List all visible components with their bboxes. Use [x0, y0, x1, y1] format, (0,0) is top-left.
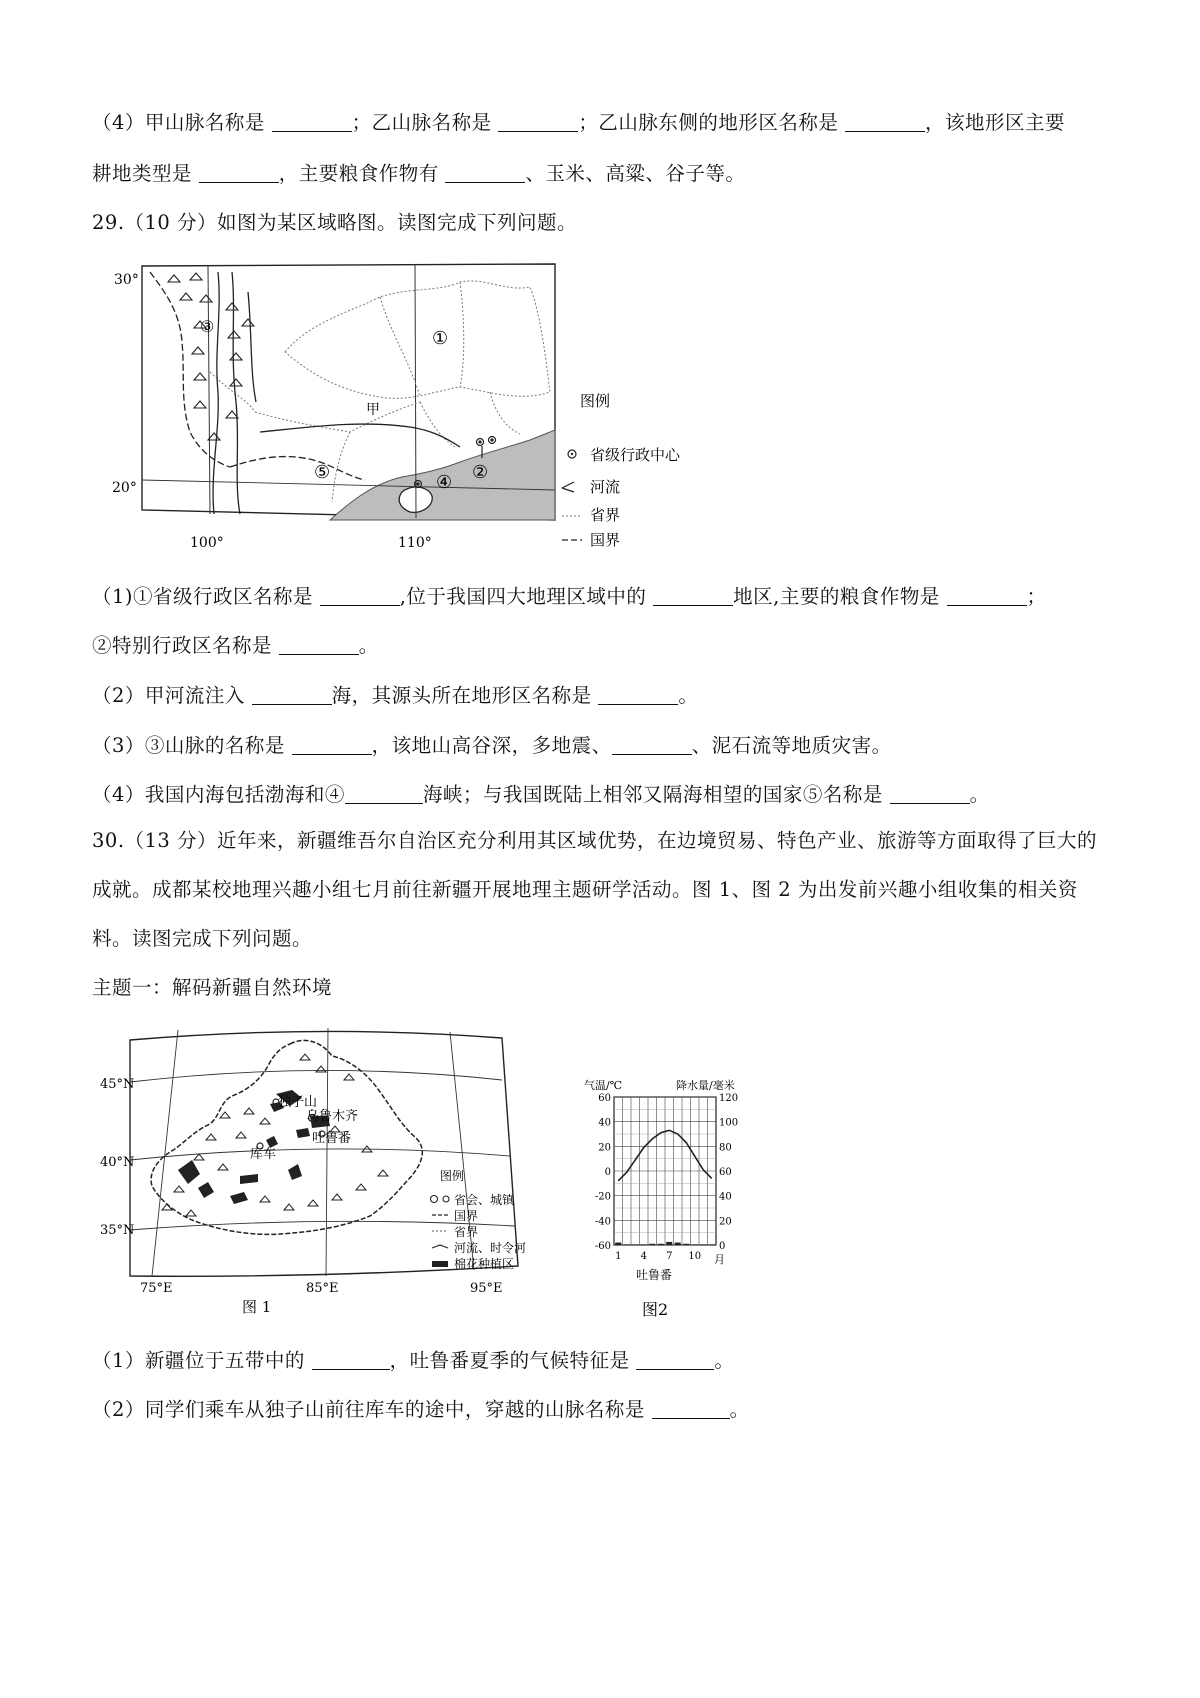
marker-2: ② [472, 462, 489, 483]
precip-bar [700, 1244, 706, 1245]
text: 地区,主要的粮食作物是 [733, 585, 947, 608]
fig2-caption: 图2 [642, 1300, 669, 1319]
lon-label-100: 100° [190, 535, 224, 551]
legend-river: 河流、时令河 [454, 1241, 527, 1255]
text: ；乙山脉名称是 [351, 111, 499, 134]
lat-label-20: 20° [112, 480, 137, 496]
text: 。 [358, 634, 379, 657]
text: ，主要粮食作物有 [278, 162, 446, 185]
q30-part2 [92, 1397, 750, 1423]
text: ；乙山脉东侧的地形区名称是 [578, 111, 846, 134]
x-month-suffix: 月 [714, 1253, 725, 1266]
q30-fig2-climate-chart [580, 1075, 760, 1325]
q29-header: 29.（10 分）如图为某区域略图。读图完成下列问题。 [92, 211, 578, 234]
legend-cotton: 棉花种植区 [454, 1257, 515, 1271]
y-right-tick: 0 [719, 1241, 726, 1252]
place-kuqa: 库车 [250, 1147, 277, 1162]
x-tick: 10 [688, 1251, 702, 1262]
text: ，吐鲁番夏季的气候特征是 [389, 1349, 637, 1372]
q30-line1: 30.（13 分）近年来，新疆维吾尔自治区充分利用其区域优势，在边境贸易、特色产业、旅游等方面取得了巨大的 [92, 829, 1098, 852]
y-left-tick: 40 [598, 1117, 611, 1129]
legend-capital: 省级行政中心 [590, 446, 681, 464]
y-right-label: 降水量/毫米 [676, 1079, 735, 1092]
q29-part4 [92, 782, 990, 808]
answer-blank[interactable] [612, 736, 692, 755]
text: 。 [969, 783, 990, 806]
text: 。 [714, 1349, 735, 1372]
text: 海峡；与我国既陆上相邻又隔海相望的国家⑤名称是 [422, 783, 890, 806]
answer-blank[interactable] [272, 113, 352, 132]
text: 海，其源头所在地形区名称是 [331, 684, 599, 707]
precip-bar [615, 1243, 621, 1245]
legend-title: 图例 [440, 1169, 465, 1183]
x-tick: 4 [640, 1251, 647, 1262]
marker-3: ③ [200, 317, 215, 336]
q29-part1-line1 [92, 584, 1047, 610]
text: 耕地类型是 [92, 162, 199, 185]
marker-4: ④ [436, 472, 453, 493]
q30-theme1: 主题一：解码新疆自然环境 [92, 976, 333, 999]
text: （3）③山脉的名称是 [92, 734, 292, 757]
answer-blank[interactable] [498, 113, 578, 132]
q29-part2 [92, 683, 698, 709]
answer-blank[interactable] [845, 113, 925, 132]
text: ②特别行政区名称是 [92, 634, 279, 657]
lon-label-75: 75°E [140, 1281, 173, 1296]
legend-province: 省界 [590, 506, 621, 524]
answer-blank[interactable] [199, 164, 279, 183]
y-right-tick: 20 [719, 1216, 732, 1228]
precip-bar [632, 1244, 638, 1245]
q30-part1 [92, 1348, 734, 1374]
y-right-tick: 40 [719, 1191, 732, 1203]
q29-region-map [110, 252, 710, 562]
answer-blank[interactable] [890, 785, 970, 804]
q28-part4-line1 [92, 110, 1065, 136]
answer-blank[interactable] [345, 785, 423, 804]
y-right-tick: 100 [719, 1117, 739, 1129]
lat-label-45: 45°N [100, 1077, 135, 1092]
y-right-tick: 120 [719, 1093, 739, 1104]
precip-bar [692, 1244, 698, 1245]
y-right-tick: 60 [719, 1167, 732, 1178]
y-left-tick: -60 [594, 1241, 611, 1252]
place-turpan: 吐鲁番 [312, 1131, 352, 1146]
y-left-tick: -40 [594, 1216, 611, 1228]
precip-bar [649, 1244, 655, 1245]
answer-blank[interactable] [312, 1351, 390, 1370]
text: （4）甲山脉名称是 [92, 111, 272, 134]
legend-river: 河流 [590, 478, 621, 496]
text: （1）新疆位于五带中的 [92, 1349, 312, 1372]
lon-label-110: 110° [398, 535, 432, 551]
y-left-tick: 0 [604, 1167, 611, 1178]
text: ,位于我国四大地理区域中的 [399, 585, 654, 608]
text: 、玉米、高粱、谷子等。 [525, 162, 746, 185]
answer-blank[interactable] [252, 686, 332, 705]
y-right-tick: 80 [719, 1142, 732, 1154]
q28-part4-line2 [92, 161, 745, 187]
text: （2）甲河流注入 [92, 684, 252, 707]
text: ，该地山高谷深，多地震、 [371, 734, 612, 757]
q29-part1-line2 [92, 633, 379, 659]
q30-fig1-xinjiang-map [100, 1020, 560, 1320]
legend-city: 省会、城镇 [454, 1193, 515, 1207]
q30-line3: 料。读图完成下列问题。 [92, 927, 313, 950]
x-tick: 1 [615, 1251, 622, 1262]
marker-5: ⑤ [314, 462, 331, 483]
lat-label-30: 30° [114, 272, 139, 288]
lat-label-35: 35°N [100, 1223, 135, 1238]
answer-blank[interactable] [636, 1351, 714, 1370]
answer-blank[interactable] [320, 587, 400, 606]
cotton-legend-icon [432, 1261, 448, 1267]
answer-blank[interactable] [292, 736, 372, 755]
marker-1: ① [432, 328, 449, 349]
y-left-label: 气温/℃ [584, 1079, 623, 1092]
answer-blank[interactable] [652, 1400, 730, 1419]
legend-border: 国界 [454, 1209, 479, 1223]
answer-blank[interactable] [279, 636, 359, 655]
y-left-tick: 20 [598, 1142, 611, 1154]
precip-bar [709, 1244, 715, 1245]
precip-bar [675, 1243, 681, 1245]
answer-blank[interactable] [653, 587, 733, 606]
x-tick: 7 [666, 1251, 673, 1262]
station-label: 吐鲁番 [636, 1268, 673, 1282]
text: ，该地形区主要 [925, 111, 1066, 134]
y-left-tick: -20 [594, 1191, 611, 1203]
precip-bar [658, 1244, 664, 1245]
precip-bar [641, 1244, 647, 1245]
text: （4）我国内海包括渤海和④ [92, 783, 345, 806]
lat-label-40: 40°N [100, 1155, 135, 1170]
text: ； [1026, 585, 1047, 608]
text: （2）同学们乘车从独子山前往库车的途中，穿越的山脉名称是 [92, 1398, 652, 1421]
answer-blank[interactable] [598, 686, 678, 705]
text: 。 [729, 1398, 750, 1421]
precip-bar [666, 1242, 672, 1245]
legend-title: 图例 [580, 392, 611, 410]
river-label-jia: 甲 [366, 402, 380, 418]
place-urumqi: 乌鲁木齐 [306, 1109, 359, 1124]
lon-label-95: 95°E [470, 1281, 503, 1296]
fig1-caption: 图 1 [242, 1298, 272, 1316]
legend-border: 国界 [590, 531, 621, 549]
text: 。 [678, 684, 699, 707]
place-dushanzi: 独子山 [278, 1095, 318, 1110]
text: （1)①省级行政区名称是 [92, 585, 320, 608]
y-left-tick: 60 [598, 1093, 611, 1104]
legend-province: 省界 [454, 1225, 479, 1239]
answer-blank[interactable] [947, 587, 1027, 606]
precip-bar [624, 1244, 630, 1245]
text: 、泥石流等地质灾害。 [691, 734, 892, 757]
q29-part3 [92, 733, 892, 759]
q30-line2: 成就。成都某校地理兴趣小组七月前往新疆开展地理主题研学活动。图 1、图 2 为出发前兴趣小组收集的相关资 [92, 878, 1078, 901]
answer-blank[interactable] [445, 164, 525, 183]
lon-label-85: 85°E [306, 1281, 339, 1296]
precip-bar [683, 1244, 689, 1245]
